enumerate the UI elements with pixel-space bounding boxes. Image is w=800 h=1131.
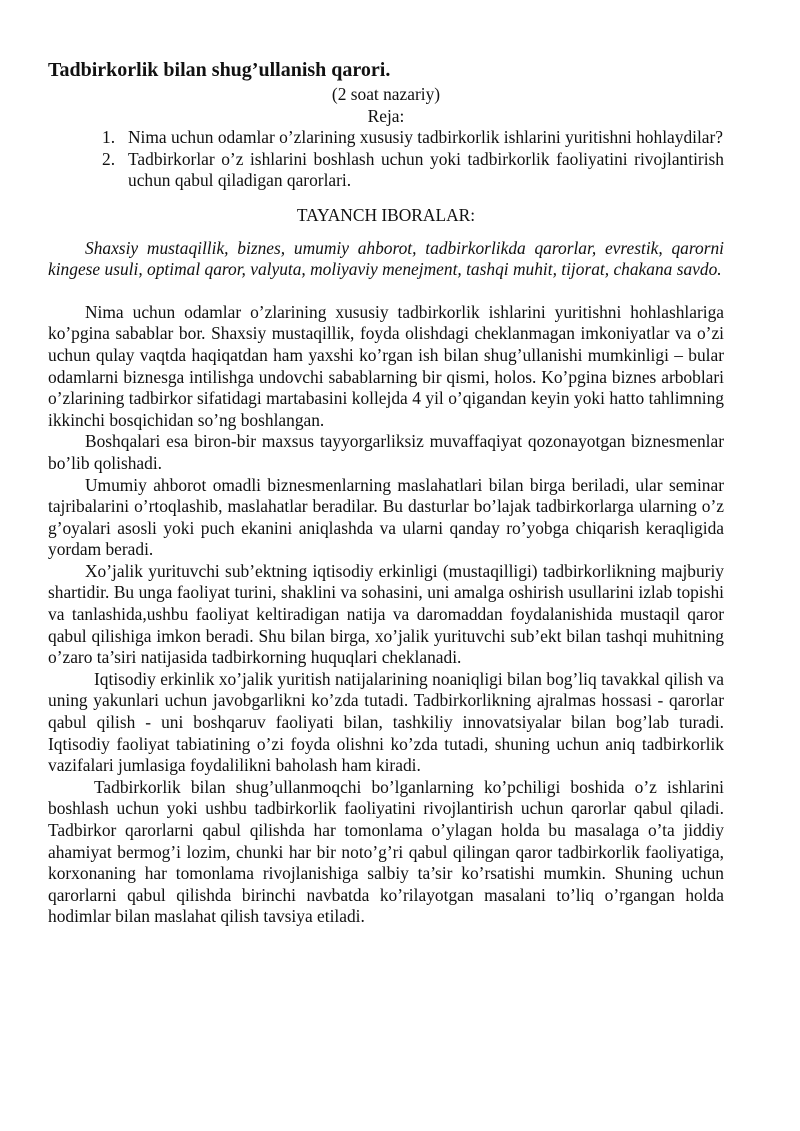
body-paragraph: Tadbirkorlik bilan shug’ullanmoqchi bo’lganlarning ko’pchiligi boshida o’z ishlarini boshlash uchun yoki ushbu tadbirkorlik faoliyatini rivojlantirish uchun qarorlar qabul qiladi. Tadbirkor qarorlarni qabul qilishda har tomonlama o’ylagan holda bu masalaga o’ta jiddiy ahamiyat bermog’i lozim, chunki har bir noto’g’ri qabul qilingan qaror tadbirkorlik faoliyatiga, korxonaning har tomonlama rivojlanishiga salbiy ta’sir ko’rsatishi mumkin. Shuning uchun qarorlarni qabul qilishda birinchi navbatda ko’rilayotgan masalani to’liq o’rgangan holda hodimlar bilan maslahat qilish tavsiya etiladi. [48, 776, 724, 927]
plan-list [48, 127, 724, 192]
keywords-paragraph: Shaxsiy mustaqillik, biznes, umumiy ahborot, tadbirkorlikda qarorlar, evrestik, qarorni kingese usuli, optimal qaror, valyuta, moliyaviy menejment, tashqi muhit, tijorat, chakana savdo. [48, 237, 724, 280]
plan-item-number: 1. [102, 127, 116, 148]
body-paragraph: Nima uchun odamlar o’zlarining xususiy tadbirkorlik ishlarini yuritishni hohlashlariga ko’pgina sabablar bor. Shaxsiy mustaqillik, foyda olishdagi cheklanmagan imkoniyatlar va o’zi uchun qulay vaqtda haqiqatdan ham yaxshi ko’rgan ish bilan shug’ullanishi mumkinligi – bular odamlarni biznesga intilishga undovchi sabablarning bir qismi, holos. Ko’pgina biznes arboblari o’zlarining tadbirkor sifatidagi martabasini kollejda 4 yil o’qigandan keyin yoki hatto tahlimning ikkinchi bosqichidan so’ng boshlangan. [48, 301, 724, 430]
document-title: Tadbirkorlik bilan shug’ullanish qarori. [48, 59, 391, 81]
body-paragraph: Iqtisodiy erkinlik xo’jalik yuritish natijalarining noaniqligi bilan bog’liq tavakkal qilish va uning yakunlari uchun javobgarlikni ko’zda tutadi. Tadbirkorlikning ajralmas hossasi - qarorlar qabul qilish - uni boshqaruv faoliyati bilan, tashkiliy innovatsiyalar bilan bog’lab turadi. Iqtisodiy faoliyat tabiatining o’zi foyda olishni ko’zda tutadi, shuning uchun aniq tadbirkorlik vazifalari jumlasiga foydalilikni baholash ham kiradi. [48, 668, 724, 776]
lecture-hours: (2 soat nazariy) [331, 84, 441, 104]
body-text [48, 302, 724, 928]
plan-item [48, 127, 724, 149]
plan-heading: Reja: [367, 105, 405, 126]
document-page [48, 58, 724, 928]
plan-item-text: Tadbirkorlar o’z ishlarini boshlash uchun yoki tadbirkorlik faoliyatini rivojlantirish uchun qabul qiladigan qarorlari. [128, 148, 724, 191]
plan-item-number: 2. [102, 148, 116, 169]
body-paragraph: Xo’jalik yurituvchi sub’ektning iqtisodiy erkinligi (mustaqilligi) tadbirkorlikning majburiy shartidir. Bu unga faoliyat turini, shaklini va sohasini, uni amalga oshirish usullarini izlab topishi va tanlashida,ushbu faoliyat keltiradigan natija va daromaddan foydalanishida mustaqil qaror qabul qilishiga imkon beradi. Shu bilan birga, xo’jalik yurituvchi sub’ekt bilan tashqi muhitning o’zaro ta’siri natijasida tadbirkorning huquqlari cheklanadi. [48, 560, 724, 668]
keywords-heading: TAYANCH IBORALAR: [296, 204, 476, 225]
plan-item [48, 149, 724, 192]
body-paragraph: Umumiy ahborot omadli biznesmenlarning maslahatlari bilan birga beriladi, ular seminar tajribalarini o’rtoqlashib, maslahatlar beradilar. Bu dasturlar bo’lajak tadbirkorlarga ularning o’z g’oyalari asosli yoki puch ekanini aniqlashda va ularni qanday ro’yobga chiqarish keraqligida yordam beradi. [48, 474, 724, 560]
plan-item-text: Nima uchun odamlar o’zlarining xususiy tadbirkorlik ishlarini yuritishni hohlaydilar? [128, 127, 724, 148]
body-paragraph: Boshqalari esa biron-bir maxsus tayyorgarliksiz muvaffaqiyat qozonayotgan biznesmenlar bo’lib qolishadi. [48, 431, 724, 473]
